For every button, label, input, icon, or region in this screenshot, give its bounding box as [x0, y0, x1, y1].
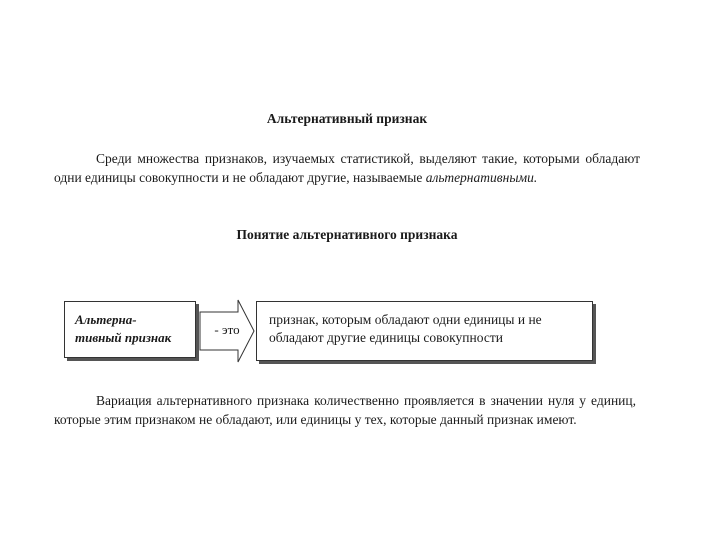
section-title: Альтернативный признак	[266, 111, 428, 126]
term-line-2: тивный признак	[75, 330, 172, 345]
variation-paragraph: Вариация альтернативного признака количественно проявляется в значении нуля у единиц, которые этим признаком не обладают, или единицы у тех, которые данный признак имеют.	[54, 393, 636, 427]
term-box	[64, 301, 196, 358]
intro-text: Среди множества признаков, изучаемых статистикой, выделяют такие, которыми обладают одни единицы совокупности и не обладают другие, называемые	[54, 151, 640, 185]
intro-emphasis: альтернативными.	[425, 170, 538, 185]
concept-title: Понятие альтернативного признака	[236, 227, 458, 242]
definition-box	[256, 301, 593, 361]
definition-text: признак, которым обладают одни единицы и не обладают другие единицы совокупности	[269, 312, 542, 345]
connector-label: - это	[206, 322, 248, 338]
intro-paragraph	[54, 149, 640, 187]
term-line-1: Альтерна-	[75, 312, 137, 327]
